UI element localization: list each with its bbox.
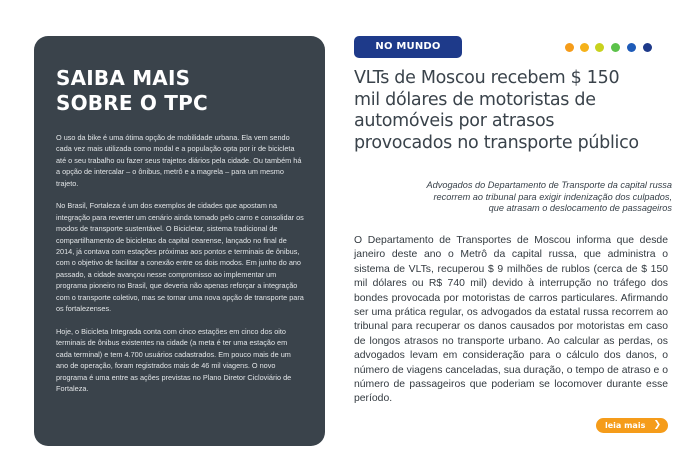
section-badge: NO MUNDO — [354, 36, 462, 58]
chevron-right-icon: ❯ — [653, 420, 661, 430]
sidebar-title-line: SAIBA MAIS — [56, 66, 191, 90]
lede-line: que atrasam o deslocamento de passageiros — [488, 203, 672, 214]
read-more-label: leia mais — [605, 421, 646, 430]
dot-icon — [595, 43, 604, 52]
sidebar-paragraph: No Brasil, Fortaleza é um dos exemplos de cidades que apostam na integração para reverter um cenário ainda tomado pelo carro e consolidar os modos de transporte sustentável. O Bicicletar, sistema tradicional de compartilhamento de bicicletas da capital cearense, lançado no final de 2014, já contava com estações próximas aos pontos e terminais de ônibus, com o objetivo de facilitar a conexão entre os dois modos. Em junho do ano passado, a cidade avançou nesse compromisso ao implementar um programa pioneiro no Brasil, que deveria não apenas reforçar a integração com o transporte coletivo, mas se tornar uma nova opção de transporte para os fortalezenses. — [56, 201, 304, 314]
sidebar-paragraph: O uso da bike é uma ótima opção de mobilidade urbana. Ela vem sendo cada vez mais utilizada como modal e a população opta por ir de bicicleta até o seu trabalho ou fazer seus trajetos diários pela cidade. Ou também há a opção de intercalar – o ônibus, metrô e a magrela – para um mesmo trajeto. — [56, 133, 302, 188]
article-lede — [354, 180, 672, 215]
headline-line: automóveis por atrasos — [354, 111, 555, 131]
dot-icon — [580, 43, 589, 52]
sidebar-paragraph: Hoje, o Bicicleta Integrada conta com cinco estações em cinco dos oito terminais de ônibus existentes na cidade (a meta é ter uma estação em cada terminal) e tem 4.700 usuários cadastrados. Em pouco mais de um ano de operação, foram registrados mais de 46 mil viagens. O novo programa é uma entre as ações previstas no Plano Diretor Cicloviário de Fortaleza. — [56, 326, 292, 393]
info-sidebar — [34, 36, 325, 446]
headline-line: mil dólares de motoristas de — [354, 89, 596, 110]
dot-icon — [627, 43, 636, 52]
article-headline — [354, 68, 674, 154]
lede-line: recorrem ao tribunal para exigir indenização dos culpados, — [433, 191, 672, 202]
dot-icon — [565, 43, 574, 52]
lede-line: Advogados do Departamento de Transporte da capital russa — [426, 180, 672, 190]
dot-icon — [643, 43, 652, 52]
headline-line: provocados no transporte público — [354, 132, 639, 153]
article-body: O Departamento de Transportes de Moscou informa que desde janeiro deste ano o Metrô da capital russa, que administra o sistema de VLTs, recuperou $ 9 milhões de rublos (cerca de $ 150 mil dólares ou R$ 740 mil) devido à interrupção no tráfego dos bondes provocada por motoristas de carros particulares. Afirmando ser uma prática regular, os advogados da estatal russa recorrem ao tribunal para recuperar os danos causados por motoristas em caso de longos atrasos no transporte urbano. Ao calcular as perdas, os advogados levam em consideração para o cálculo dos danos, o número de viagens canceladas, sua duração, o tempo de atraso e o número de passageiros que poderiam se locomover durante esse período. — [354, 235, 668, 405]
read-more-button[interactable] — [596, 418, 668, 433]
headline-line: VLTs de Moscou recebem $ 150 — [354, 68, 620, 88]
dot-icon — [611, 43, 620, 52]
sidebar-title-line: SOBRE O TPC — [56, 91, 208, 115]
sidebar-title — [56, 66, 305, 116]
